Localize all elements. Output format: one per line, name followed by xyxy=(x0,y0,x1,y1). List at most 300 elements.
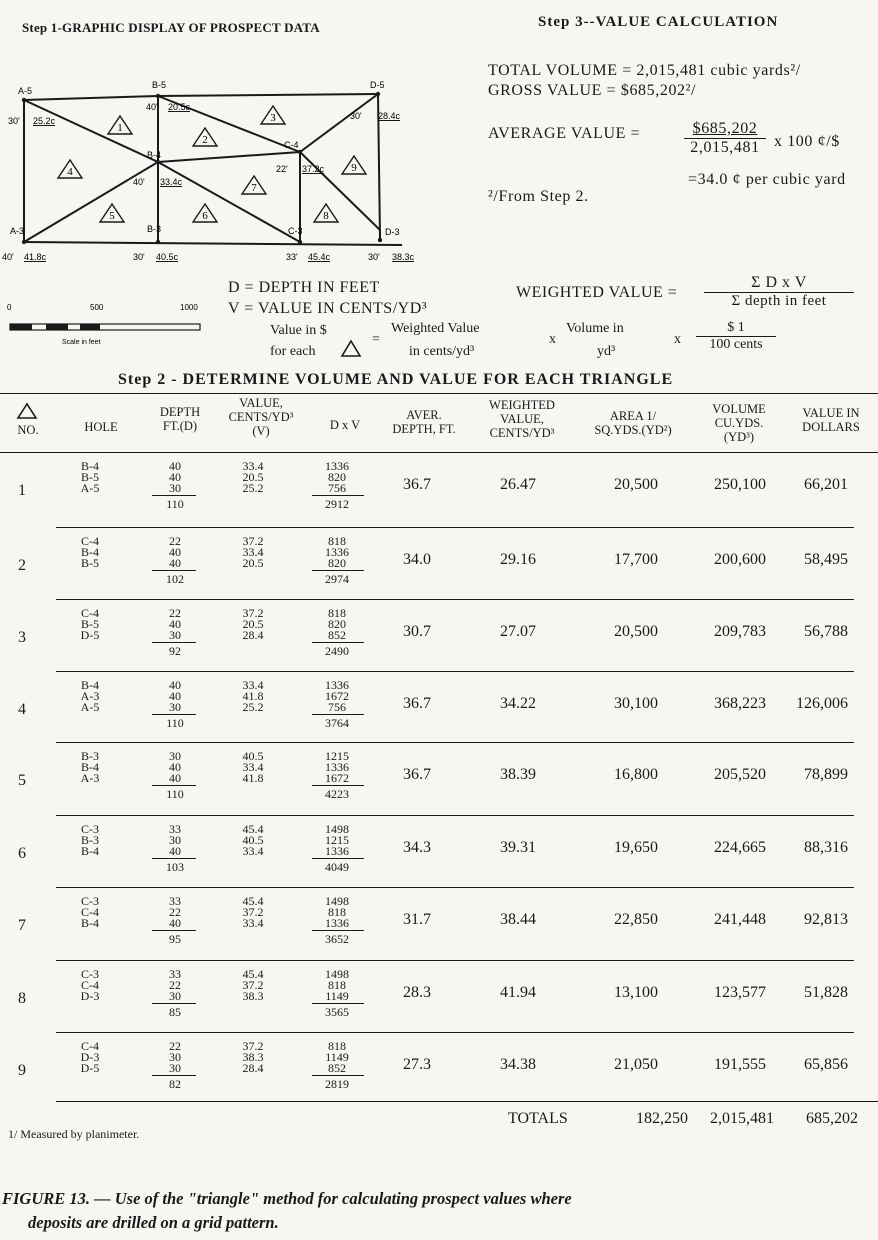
row-aver-depth: 27.3 xyxy=(403,1056,431,1073)
hole-depth-c3: 33' xyxy=(286,252,298,262)
row-dxv-total: 2490 xyxy=(325,644,349,658)
dxv-sum-rule xyxy=(312,642,364,643)
row-dollars: 51,828 xyxy=(804,984,848,1001)
row-value: 37.2 xyxy=(242,905,264,919)
triangle-marker-3 xyxy=(261,106,285,124)
row-value: 37.2 xyxy=(242,534,264,548)
depth-sum-rule xyxy=(152,714,196,715)
cents-fraction xyxy=(696,320,776,353)
row-depth: 22 xyxy=(169,978,181,992)
row-hole: C-3 xyxy=(81,967,99,981)
row-dxv: 818 xyxy=(328,978,346,992)
header-value: VALUE, CENTS/YD³ (V) xyxy=(228,396,294,438)
row-depth-total: 92 xyxy=(169,644,181,658)
row-triangle-no: 7 xyxy=(18,917,26,934)
row-value: 41.8 xyxy=(242,771,264,785)
totals-label: TOTALS xyxy=(508,1110,568,1127)
row-volume: 123,577 xyxy=(714,984,766,1001)
row-triangle-no: 9 xyxy=(18,1062,26,1079)
row-depth-total: 82 xyxy=(169,1077,181,1091)
header-hole: HOLE xyxy=(84,420,118,434)
totals-dollars: 685,202 xyxy=(806,1110,858,1127)
header-dollars: VALUE IN DOLLARS xyxy=(802,406,860,434)
row-hole: A-3 xyxy=(80,771,100,785)
row-aver-depth: 28.3 xyxy=(403,984,431,1001)
row-dxv: 852 xyxy=(328,1061,346,1075)
row-value: 28.4 xyxy=(242,1061,264,1075)
row-hole: D-3 xyxy=(80,989,100,1003)
row-value: 33.4 xyxy=(242,760,264,774)
row-value: 45.4 xyxy=(242,822,264,836)
row-hole: A-3 xyxy=(80,689,100,703)
row-area: 20,500 xyxy=(614,623,658,640)
row-separator xyxy=(56,960,854,961)
row-depth: 33 xyxy=(169,822,181,836)
row-dxv: 1336 xyxy=(325,844,349,858)
triangle-marker-4 xyxy=(58,160,82,178)
average-value-fraction xyxy=(684,120,766,157)
value-in-dollars-label: Value in $ xyxy=(270,323,327,338)
row-hole: B-4 xyxy=(81,678,99,692)
delta-icon xyxy=(340,339,362,359)
hole-value-c4: 37.2c xyxy=(302,164,325,174)
row-dollars: 58,495 xyxy=(804,551,848,568)
row-depth-total: 110 xyxy=(166,716,184,730)
row-separator xyxy=(56,887,854,888)
hole-depth-c4: 22' xyxy=(276,164,288,174)
triangle-marker-7 xyxy=(242,176,266,194)
row-value: 37.2 xyxy=(242,606,264,620)
step3-footnote: ²/From Step 2. xyxy=(488,188,589,205)
row-value: 38.3 xyxy=(242,989,264,1003)
scale-tick-500: 500 xyxy=(90,303,104,312)
row-value: 37.2 xyxy=(242,1039,264,1053)
svg-text:4: 4 xyxy=(67,166,73,178)
header-aver-depth: AVER. DEPTH, FT. xyxy=(392,408,456,436)
table-top-rule xyxy=(0,393,878,394)
row-weighted-value: 38.44 xyxy=(500,911,536,928)
row-hole: B-3 xyxy=(81,833,99,847)
row-area: 21,050 xyxy=(614,1056,658,1073)
row-weighted-value: 39.31 xyxy=(500,839,536,856)
row-volume: 241,448 xyxy=(714,911,766,928)
row-dxv-total: 3764 xyxy=(325,716,349,730)
average-value-result: =34.0 ¢ per cubic yard xyxy=(688,171,846,188)
row-hole: C-3 xyxy=(81,822,99,836)
row-hole: C-4 xyxy=(81,606,99,620)
row-value: 33.4 xyxy=(242,844,264,858)
hole-id-d5: D-5 xyxy=(370,80,385,90)
row-triangle-no: 5 xyxy=(18,772,26,789)
row-area: 19,650 xyxy=(614,839,658,856)
row-dxv: 1149 xyxy=(325,989,349,1003)
map-edge xyxy=(24,162,158,242)
weighted-value-denominator: Σ depth in feet xyxy=(731,293,827,309)
depth-sum-rule xyxy=(152,930,196,931)
row-depth: 30 xyxy=(169,989,181,1003)
triangle-marker-1 xyxy=(108,116,132,134)
row-triangle-no: 4 xyxy=(18,701,26,718)
row-weighted-value: 38.39 xyxy=(500,766,536,783)
row-depth: 30 xyxy=(169,700,181,714)
row-value: 41.8 xyxy=(242,689,264,703)
row-aver-depth: 36.7 xyxy=(403,476,431,493)
svg-text:7: 7 xyxy=(251,182,257,194)
row-area: 20,500 xyxy=(614,476,658,493)
row-depth: 30 xyxy=(169,628,181,642)
depth-sum-rule xyxy=(152,495,196,496)
depth-sum-rule xyxy=(152,1075,196,1076)
yd3-text: yd³ xyxy=(597,344,616,359)
row-area: 17,700 xyxy=(614,551,658,568)
hole-value-d5: 28.4c xyxy=(378,111,401,121)
row-dollars: 88,316 xyxy=(804,839,848,856)
row-depth: 40 xyxy=(169,689,181,703)
row-depth: 40 xyxy=(169,545,181,559)
depth-sum-rule xyxy=(152,1003,196,1004)
row-weighted-value: 41.94 xyxy=(500,984,536,1001)
row-dollars: 126,006 xyxy=(796,695,848,712)
row-dxv: 1215 xyxy=(325,749,349,763)
row-value: 20.5 xyxy=(242,470,264,484)
row-value: 20.5 xyxy=(242,556,264,570)
row-depth: 30 xyxy=(169,1050,181,1064)
row-hole: B-4 xyxy=(81,760,99,774)
dxv-sum-rule xyxy=(312,570,364,571)
row-dxv: 1672 xyxy=(325,689,349,703)
row-area: 13,100 xyxy=(614,984,658,1001)
row-value: 25.2 xyxy=(242,700,264,714)
row-depth: 40 xyxy=(169,617,181,631)
row-hole: B-5 xyxy=(81,617,99,631)
row-area: 16,800 xyxy=(614,766,658,783)
row-value: 28.4 xyxy=(242,628,264,642)
gross-value: GROSS VALUE = $685,202²/ xyxy=(488,82,697,99)
total-volume: TOTAL VOLUME = 2,015,481 cubic yards²/ xyxy=(488,62,801,79)
row-dxv: 1498 xyxy=(325,967,349,981)
row-hole: C-4 xyxy=(81,534,99,548)
row-separator xyxy=(56,527,854,528)
row-depth-total: 110 xyxy=(166,497,184,511)
row-aver-depth: 36.7 xyxy=(403,766,431,783)
row-dxv: 818 xyxy=(328,606,346,620)
row-dollars: 92,813 xyxy=(804,911,848,928)
row-weighted-value: 27.07 xyxy=(500,623,536,640)
map-edge xyxy=(158,152,300,162)
svg-text:5: 5 xyxy=(109,210,115,222)
svg-text:9: 9 xyxy=(351,162,357,174)
map-edge xyxy=(24,96,158,100)
weighted-value-numerator: Σ D x V xyxy=(704,274,854,293)
weighted-value-label: WEIGHTED VALUE = xyxy=(516,284,678,301)
hole-depth-d3: 30' xyxy=(368,252,380,262)
header-depth: DEPTH FT.(D) xyxy=(159,405,201,433)
hole-id-a3: A-3 xyxy=(10,226,25,236)
hole-value-b3: 40.5c xyxy=(156,252,179,262)
row-hole: B-3 xyxy=(81,749,99,763)
triangle-marker-6 xyxy=(193,204,217,222)
row-depth: 40 xyxy=(169,760,181,774)
row-hole: B-4 xyxy=(81,916,99,930)
dxv-sum-rule xyxy=(312,714,364,715)
row-depth: 22 xyxy=(169,534,181,548)
triangle-marker-8 xyxy=(314,204,338,222)
row-dxv: 1215 xyxy=(325,833,349,847)
caption-line-1: FIGURE 13. — Use of the "triangle" method for calculating prospect values where xyxy=(2,1189,572,1208)
weighted-value-text: Weighted Value xyxy=(391,321,480,336)
header-weighted-value: WEIGHTED VALUE, CENTS/YD³ xyxy=(489,398,555,440)
row-value: 40.5 xyxy=(242,749,264,763)
row-depth-total: 102 xyxy=(166,572,184,586)
header-rule xyxy=(0,452,878,453)
hole-value-a5: 25.2c xyxy=(33,116,56,126)
row-value: 20.5 xyxy=(242,617,264,631)
row-dxv: 756 xyxy=(328,481,346,495)
hole-id-c4: C-4 xyxy=(284,140,299,150)
row-hole: B-4 xyxy=(81,545,99,559)
row-volume: 200,600 xyxy=(714,551,766,568)
row-dxv: 1336 xyxy=(325,916,349,930)
row-dxv: 1498 xyxy=(325,894,349,908)
row-volume: 250,100 xyxy=(714,476,766,493)
row-value: 37.2 xyxy=(242,978,264,992)
row-depth: 30 xyxy=(169,749,181,763)
row-triangle-no: 6 xyxy=(18,845,26,862)
row-value: 40.5 xyxy=(242,833,264,847)
row-dxv: 1672 xyxy=(325,771,349,785)
map-edge xyxy=(300,94,378,152)
row-hole: C-3 xyxy=(81,894,99,908)
row-dxv: 1336 xyxy=(325,545,349,559)
row-depth: 40 xyxy=(169,678,181,692)
row-hole: D-3 xyxy=(80,1050,100,1064)
row-dxv: 1149 xyxy=(325,1050,349,1064)
multiply-sign-1: x xyxy=(549,332,556,347)
depth-sum-rule xyxy=(152,858,196,859)
row-weighted-value: 34.38 xyxy=(500,1056,536,1073)
legend-value: V = VALUE IN CENTS/YD³ xyxy=(228,300,428,317)
row-dxv: 1498 xyxy=(325,822,349,836)
footnote: 1/ Measured by planimeter. xyxy=(8,1127,140,1141)
svg-text:1: 1 xyxy=(117,122,123,134)
row-hole: A-5 xyxy=(80,481,100,495)
row-dxv: 820 xyxy=(328,470,346,484)
row-volume: 224,665 xyxy=(714,839,766,856)
row-hole: A-5 xyxy=(80,700,100,714)
row-hole: B-4 xyxy=(81,459,99,473)
dxv-sum-rule xyxy=(312,785,364,786)
dxv-sum-rule xyxy=(312,1003,364,1004)
row-depth: 22 xyxy=(169,606,181,620)
prospect-map xyxy=(0,70,420,270)
triangle-no-icon xyxy=(16,402,38,420)
multiply-sign-2: x xyxy=(674,332,681,347)
row-aver-depth: 30.7 xyxy=(403,623,431,640)
row-volume: 368,223 xyxy=(714,695,766,712)
row-value: 38.3 xyxy=(242,1050,264,1064)
legend-depth: D = DEPTH IN FEET xyxy=(228,279,380,296)
row-depth: 33 xyxy=(169,894,181,908)
average-value-numerator: $685,202 xyxy=(684,120,766,139)
row-weighted-value: 29.16 xyxy=(500,551,536,568)
row-value: 45.4 xyxy=(242,894,264,908)
equals-sign: = xyxy=(372,332,380,347)
header-dxv: D x V xyxy=(329,418,361,432)
average-value-denominator: 2,015,481 xyxy=(690,139,760,156)
cents-fraction-numerator: $ 1 xyxy=(696,320,776,337)
totals-area: 182,250 xyxy=(636,1110,688,1127)
row-hole: C-4 xyxy=(81,905,99,919)
map-edge xyxy=(158,162,300,242)
row-depth-total: 103 xyxy=(166,860,184,874)
map-edge xyxy=(158,94,378,96)
row-dollars: 65,856 xyxy=(804,1056,848,1073)
row-depth: 40 xyxy=(169,459,181,473)
scale-label: Scale in feet xyxy=(62,339,101,346)
row-dollars: 56,788 xyxy=(804,623,848,640)
row-dxv-total: 2974 xyxy=(325,572,349,586)
scale-tick-1000: 1000 xyxy=(180,303,198,312)
row-dxv: 756 xyxy=(328,700,346,714)
hole-depth-a3: 40' xyxy=(2,252,14,262)
row-depth-total: 95 xyxy=(169,932,181,946)
hole-value-b4: 33.4c xyxy=(160,177,183,187)
row-separator xyxy=(56,1032,854,1033)
row-dxv: 1336 xyxy=(325,459,349,473)
row-separator xyxy=(56,599,854,600)
hole-depth-b3: 30' xyxy=(133,252,145,262)
row-volume: 205,520 xyxy=(714,766,766,783)
row-hole: C-4 xyxy=(81,978,99,992)
dxv-sum-rule xyxy=(312,1075,364,1076)
row-dollars: 78,899 xyxy=(804,766,848,783)
row-area: 22,850 xyxy=(614,911,658,928)
hole-id-d3: D-3 xyxy=(385,227,400,237)
row-depth: 22 xyxy=(169,1039,181,1053)
hole-depth-d5: 30' xyxy=(350,111,362,121)
dxv-sum-rule xyxy=(312,930,364,931)
hole-id-c3: C-3 xyxy=(288,226,303,236)
row-dxv-total: 3565 xyxy=(325,1005,349,1019)
row-triangle-no: 8 xyxy=(18,990,26,1007)
dxv-sum-rule xyxy=(312,858,364,859)
figure-caption xyxy=(0,1187,860,1235)
dxv-sum-rule xyxy=(312,495,364,496)
row-dxv-total: 3652 xyxy=(325,932,349,946)
hole-id-b5: B-5 xyxy=(152,80,167,90)
row-hole: B-4 xyxy=(81,844,99,858)
row-dxv-total: 4049 xyxy=(325,860,349,874)
svg-text:6: 6 xyxy=(202,210,208,222)
header-no: NO. xyxy=(17,423,39,437)
row-separator xyxy=(56,1101,878,1102)
row-hole: D-5 xyxy=(80,1061,100,1075)
hole-value-b5: 20.5c xyxy=(168,102,191,112)
row-value: 33.4 xyxy=(242,678,264,692)
row-separator xyxy=(56,742,854,743)
triangle-marker-9 xyxy=(342,156,366,174)
hole-id-b3: B-3 xyxy=(147,224,162,234)
row-dxv: 818 xyxy=(328,1039,346,1053)
row-dxv: 1336 xyxy=(325,760,349,774)
row-depth: 33 xyxy=(169,967,181,981)
row-hole: C-4 xyxy=(81,1039,99,1053)
average-value-multiplier: x 100 ¢/$ xyxy=(774,133,840,150)
cents-per-yd-text: in cents/yd³ xyxy=(409,344,475,359)
row-triangle-no: 3 xyxy=(18,629,26,646)
for-each-label: for each xyxy=(270,344,316,359)
row-hole: B-5 xyxy=(81,556,99,570)
row-value: 33.4 xyxy=(242,545,264,559)
hole-value-a3: 41.8c xyxy=(24,252,47,262)
row-hole: B-5 xyxy=(81,470,99,484)
row-dollars: 66,201 xyxy=(804,476,848,493)
step3-title: Step 3--VALUE CALCULATION xyxy=(538,14,779,30)
row-depth: 22 xyxy=(169,905,181,919)
triangle-marker-2 xyxy=(193,128,217,146)
row-depth: 40 xyxy=(169,556,181,570)
hole-depth-b4: 40' xyxy=(133,177,145,187)
cents-fraction-denominator: 100 cents xyxy=(709,337,763,352)
scale-tick-0: 0 xyxy=(7,303,12,312)
row-weighted-value: 34.22 xyxy=(500,695,536,712)
depth-sum-rule xyxy=(152,785,196,786)
row-aver-depth: 31.7 xyxy=(403,911,431,928)
row-dxv: 852 xyxy=(328,628,346,642)
row-depth: 30 xyxy=(169,833,181,847)
row-dxv-total: 4223 xyxy=(325,787,349,801)
weighted-value-fraction xyxy=(704,274,854,310)
step1-title: Step 1-GRAPHIC DISPLAY OF PROSPECT DATA xyxy=(22,20,320,35)
hole-value-c3: 45.4c xyxy=(308,252,331,262)
hole-depth-b5: 40' xyxy=(146,102,158,112)
svg-text:3: 3 xyxy=(270,112,276,124)
row-dxv-total: 2819 xyxy=(325,1077,349,1091)
row-dxv-total: 2912 xyxy=(325,497,349,511)
row-value: 45.4 xyxy=(242,967,264,981)
totals-volume: 2,015,481 xyxy=(710,1110,774,1127)
row-value: 33.4 xyxy=(242,916,264,930)
row-depth: 30 xyxy=(169,481,181,495)
row-dxv: 1336 xyxy=(325,678,349,692)
volume-in-text: Volume in xyxy=(566,321,624,336)
row-value: 25.2 xyxy=(242,481,264,495)
row-depth: 40 xyxy=(169,470,181,484)
row-area: 30,100 xyxy=(614,695,658,712)
header-volume: VOLUME CU.YDS. (YD³) xyxy=(712,402,766,444)
row-value: 33.4 xyxy=(242,459,264,473)
row-depth: 40 xyxy=(169,916,181,930)
depth-sum-rule xyxy=(152,570,196,571)
svg-text:8: 8 xyxy=(323,210,329,222)
triangle-marker-5 xyxy=(100,204,124,222)
scale-bar xyxy=(0,300,220,350)
hole-value-d3: 38.3c xyxy=(392,252,415,262)
row-triangle-no: 2 xyxy=(18,557,26,574)
hole-id-a5: A-5 xyxy=(18,86,33,96)
caption-line-2: deposits are drilled on a grid pattern. xyxy=(28,1213,279,1232)
row-separator xyxy=(56,815,854,816)
header-area: AREA 1/ SQ.YDS.(YD²) xyxy=(594,409,672,437)
row-dxv: 818 xyxy=(328,905,346,919)
average-value-label: AVERAGE VALUE = xyxy=(488,125,641,142)
row-volume: 191,555 xyxy=(714,1056,766,1073)
row-separator xyxy=(56,671,854,672)
svg-text:2: 2 xyxy=(202,134,208,146)
map-edge xyxy=(24,242,402,245)
row-aver-depth: 36.7 xyxy=(403,695,431,712)
map-edge xyxy=(24,100,158,162)
